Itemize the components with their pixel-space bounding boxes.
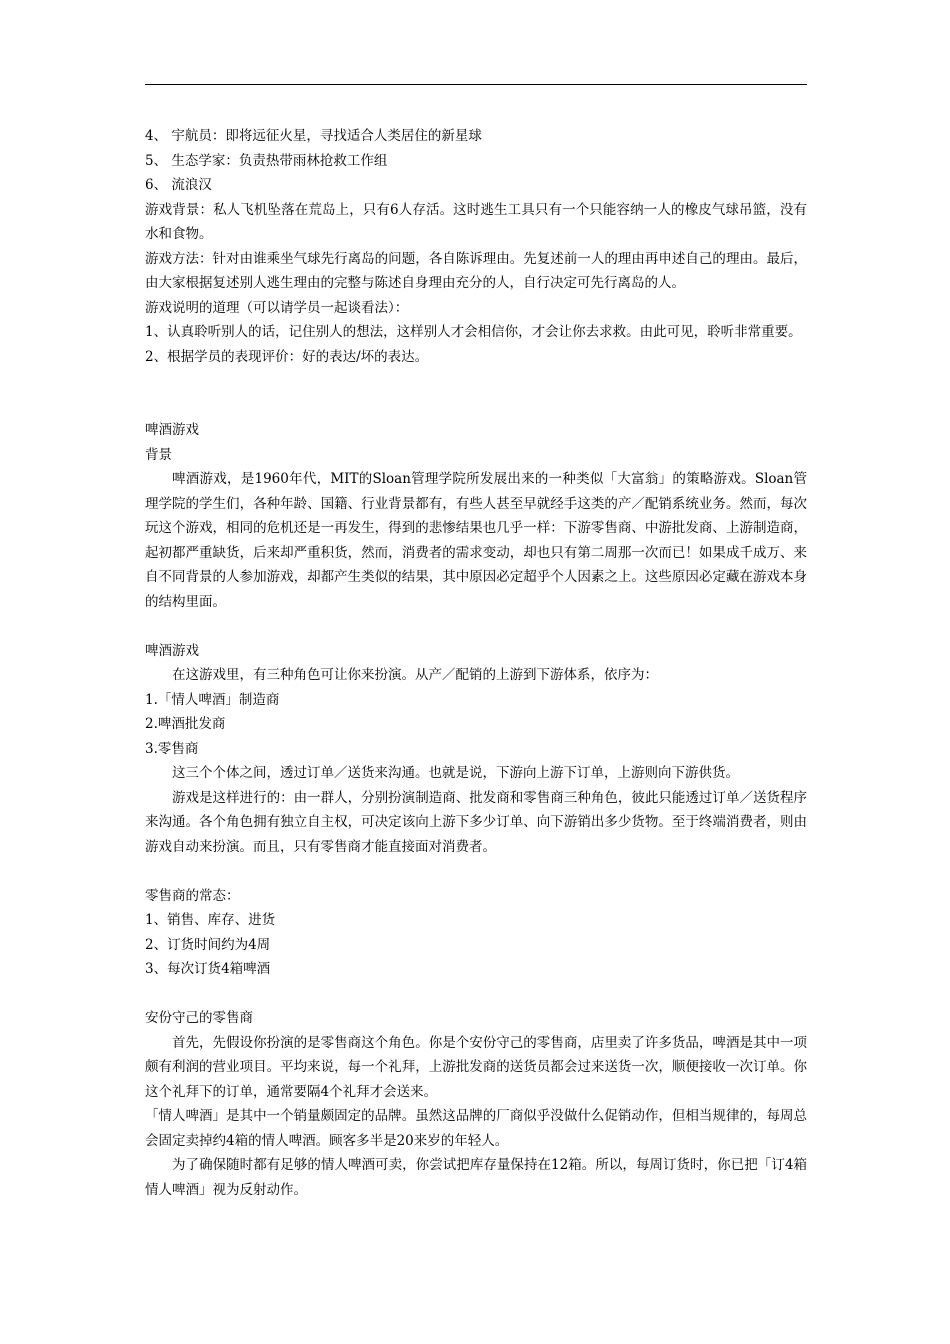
spacer: [145, 369, 807, 418]
dutiful-paragraph-1: 首先，先假设你扮演的是零售商这个角色。你是个安份守己的零售商，店里卖了许多货品，啤酒是其中一项颇有利润的营业项目。平均来说，每一个礼拜，上游批发商的送货员都会过来送货一次，顺便接收一次订单。你这个礼拜下的订单，通常要隔4个礼拜才会送来。: [145, 1034, 807, 1100]
game-process-paragraph: 游戏是这样进行的：由一群人，分别扮演制造商、批发商和零售商三种角色，彼此只能透过订单／送货程序来沟通。各个角色拥有独立自主权，可决定该向上游下多少订单、向下游销出多少货物。至于终端消费者，则由游戏自动来扮演。而且，只有零售商才能直接面对消费者。: [145, 789, 807, 855]
list-item: 6、 流浪汉: [145, 177, 212, 193]
roles-communication: 这三个个体之间，透过订单／送货来沟通。也就是说，下游向上游下订单，上游则向下游供货。: [172, 765, 739, 781]
document-content: [145, 124, 807, 1202]
page-body: [145, 0, 807, 1344]
header-rule: [145, 84, 807, 85]
lesson-item: 1、认真聆听别人的话，记住别人的想法，这样别人才会相信你，才会让你去求救。由此可见，聆听非常重要。: [145, 324, 802, 340]
role-item: 3.零售商: [145, 740, 199, 757]
retailer-norm-item: 1、销售、库存、进货: [145, 912, 276, 928]
retailer-norm-item: 3、每次订货4箱啤酒: [145, 961, 271, 977]
spacer: [145, 859, 807, 884]
roles-intro: 在这游戏里，有三种角色可让你来扮演。从产／配销的上游到下游体系，依序为：: [172, 667, 658, 683]
list-item: 5、 生态学家：负责热带雨林抢救工作组: [145, 152, 388, 169]
spacer: [145, 614, 807, 639]
lesson-intro: 游戏说明的道理（可以请学员一起谈看法）：: [145, 299, 409, 316]
game-method-paragraph: 游戏方法：针对由谁乘坐气球先行离岛的问题，各自陈诉理由。先复述前一人的理由再申述自己的理由。最后，由大家根据复述别人逃生理由的完整与陈述自身理由充分的人，自行决定可先行离岛的人。: [145, 250, 807, 291]
section-title-beer-game: 啤酒游戏: [145, 422, 199, 438]
section-title-beer-game-2: 啤酒游戏: [145, 642, 199, 659]
list-item: 4、 宇航员：即将远征火星，寻找适合人类居住的新星球: [145, 128, 482, 144]
retailer-norm-heading: 零售商的常态：: [145, 887, 240, 904]
game-background-paragraph: 游戏背景：私人飞机坠落在荒岛上，只有6人存活。这时逃生工具只有一个只能容纳一人的橡皮气球吊篮，没有水和食物。: [145, 201, 807, 242]
role-item: 2.啤酒批发商: [145, 716, 226, 732]
role-item: 1.「情人啤酒」制造商: [145, 691, 280, 708]
retailer-norm-item: 2、订货时间约为4周: [145, 936, 271, 953]
lesson-item: 2、根据学员的表现评价：好的表达/坏的表达。: [145, 348, 429, 365]
dutiful-retailer-heading: 安份守己的零售商: [145, 1010, 253, 1026]
dutiful-paragraph-2: 「情人啤酒」是其中一个销量颇固定的品牌。虽然这品牌的厂商似乎没做什么促销动作，但相当规律的，每周总会固定卖掉约4箱的情人啤酒。顾客多半是20来岁的年轻人。: [145, 1108, 807, 1149]
dutiful-paragraph-3: 为了确保随时都有足够的情人啤酒可卖，你尝试把库存量保持在12箱。所以，每周订货时，你已把「订4箱情人啤酒」视为反射动作。: [145, 1157, 807, 1198]
background-paragraph: 啤酒游戏，是1960年代，MIT的Sloan管理学院所发展出来的一种类似「大富翁」的策略游戏。Sloan管理学院的学生们，各种年龄、国籍、行业背景都有，有些人甚至早就经手这类的产／配销系统业务。然而，每次玩这个游戏，相同的危机还是一再发生，得到的悲惨结果也几乎一样：下游零售商、中游批发商、上游制造商，起初都严重缺货，后来却严重积货，然而，消费者的需求变动，却也只有第二周那一次而已！如果成千成万、来自不同背景的人参加游戏，却都产生类似的结果，其中原因必定超乎个人因素之上。这些原因必定藏在游戏本身的结构里面。: [145, 471, 807, 610]
spacer: [145, 982, 807, 1007]
background-heading: 背景: [145, 446, 172, 463]
